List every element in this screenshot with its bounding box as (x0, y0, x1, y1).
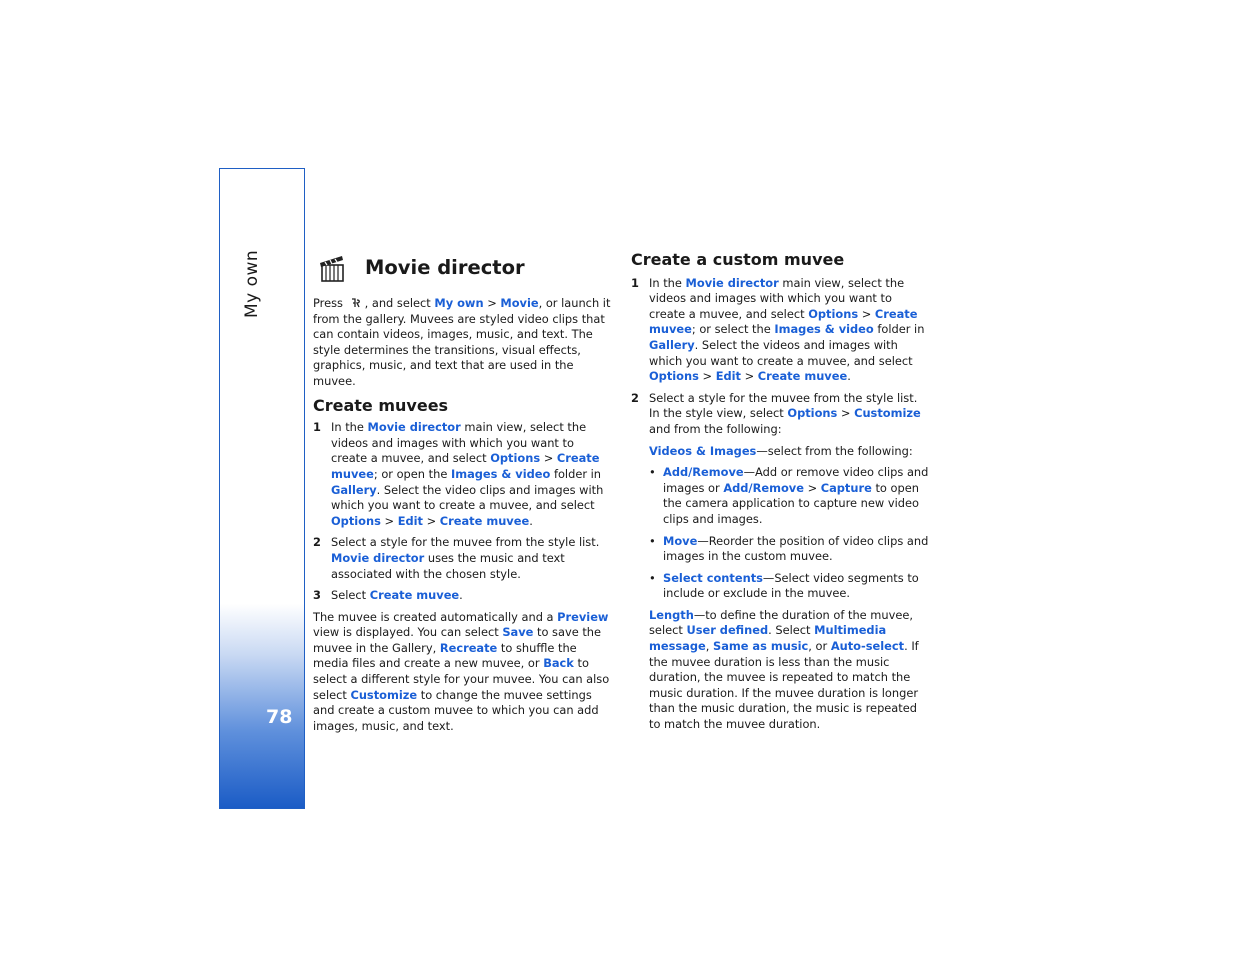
steps-list (313, 420, 613, 604)
link-images-video[interactable]: Images & video (450, 466, 551, 481)
outro-paragraph: The muvee is created automatically and a Preview view is displayed. You can select Save to save the muvee in the Gallery, Recreate to shuffle the media files and create a new muvee, or Back to select a different style for your muvee. You can also select Customize to change the muvee settings and create a custom muvee to which you can add images, music, and text. (313, 609, 610, 733)
page-number: 78 (266, 706, 293, 728)
intro-paragraph: Press , and select My own > Movie, or launch it from the gallery. Muvees are styled video clips that can contain videos, images, music, and text. The style determines the transitions, visual effects, graphics, music, and text that are used in the muvee. (313, 296, 611, 388)
heading-create-custom-muvee: Create a custom muvee (631, 250, 845, 269)
list-item: 3 Select Create muvee. (313, 588, 463, 603)
list-item: 1 In the Movie director main view, select the videos and images with which you want to create a muvee, and select Options > Create muvee; or select the Images & video folder in Gallery. Select the videos and images with which you want to create a muvee, and select Options > Edit > Create muvee. (631, 275, 925, 384)
list-item: 2 Select a style for the muvee from the style list. In the style view, select Options > Customize and from the following: (631, 390, 921, 436)
link-options[interactable]: Options (787, 406, 838, 421)
link-options[interactable]: Options (490, 451, 541, 466)
link-options[interactable]: Options (808, 306, 859, 321)
link-move[interactable]: Move (663, 533, 698, 548)
link-multimedia-message[interactable]: Multimedia message (649, 623, 887, 654)
title-row (313, 250, 613, 286)
link-add-remove[interactable]: Add/Remove (663, 465, 744, 480)
heading-create-muvees: Create muvees (313, 395, 449, 415)
link-select-contents[interactable]: Select contents (663, 570, 763, 585)
link-options[interactable]: Options (649, 369, 699, 384)
link-gallery[interactable]: Gallery (649, 337, 695, 352)
link-create-muvee[interactable]: Create muvee (439, 513, 530, 528)
bullet-list (649, 465, 931, 602)
page-title: Movie director (365, 256, 525, 280)
section-label: My own (242, 249, 262, 318)
link-user-defined[interactable]: User defined (686, 623, 769, 638)
right-column (631, 250, 931, 739)
link-same-as-music[interactable]: Same as music (712, 639, 809, 654)
link-save[interactable]: Save (502, 625, 534, 640)
link-create-muvee[interactable]: Create muvee (757, 369, 848, 384)
link-my-own[interactable]: My own (434, 296, 484, 310)
link-create-muvee[interactable]: Create muvee (369, 588, 460, 603)
link-options[interactable]: Options (331, 513, 381, 528)
length-paragraph: Length—to define the duration of the muvee, select User defined. Select Multimedia message, Same as music, or Auto-select. If the muvee duration is less than the music duration, the muvee is repeated to match the music duration. If the muvee duration is longer than the music duration, the music is repeated to match the muvee duration. (649, 607, 919, 732)
link-create-muvee[interactable]: Create muvee (649, 306, 918, 337)
link-recreate[interactable]: Recreate (439, 640, 498, 655)
link-customize[interactable]: Customize (350, 687, 418, 702)
list-item: • Add/Remove—Add or remove video clips and images or Add/Remove > Capture to open the camera application to capture new video clips and images. (649, 465, 929, 526)
link-preview[interactable]: Preview (557, 609, 609, 624)
left-column (313, 250, 613, 740)
list-item: 1 In the Movie director main view, select the videos and images with which you want to create a muvee, and select Options > Create muvee; or open the Images & video folder in Gallery. Select the video clips and images with which you want to create a muvee, and select Options > Edit > Create muvee. (313, 420, 604, 528)
link-movie-director[interactable]: Movie director (367, 420, 461, 435)
link-movie-director[interactable]: Movie director (331, 550, 425, 565)
link-movie-director[interactable]: Movie director (685, 275, 779, 290)
list-item: • Select contents—Select video segments to include or exclude in the muvee. (649, 570, 919, 601)
custom-steps-list (631, 276, 931, 438)
link-videos-images[interactable]: Videos & Images (649, 443, 757, 458)
list-item: 2 Select a style for the muvee from the style list. Movie director uses the music and text associated with the chosen style. (313, 535, 600, 581)
link-create-muvee[interactable]: Create muvee (331, 451, 600, 481)
clapperboard-icon (317, 253, 347, 283)
list-item: • Move—Reorder the position of video clips and images in the custom muvee. (649, 533, 929, 564)
link-add-remove[interactable]: Add/Remove (723, 480, 804, 495)
link-gallery[interactable]: Gallery (331, 482, 377, 497)
link-length[interactable]: Length (649, 607, 694, 622)
menu-key-icon (349, 297, 363, 309)
link-auto-select[interactable]: Auto-select (830, 639, 905, 654)
link-capture[interactable]: Capture (820, 480, 872, 495)
link-customize[interactable]: Customize (854, 406, 921, 421)
link-images-video[interactable]: Images & video (774, 322, 874, 337)
link-movie[interactable]: Movie (500, 296, 539, 310)
link-edit[interactable]: Edit (397, 513, 423, 528)
link-edit[interactable]: Edit (715, 369, 741, 384)
videos-images-line: Videos & Images—select from the following: (649, 443, 913, 458)
link-back[interactable]: Back (543, 656, 574, 671)
